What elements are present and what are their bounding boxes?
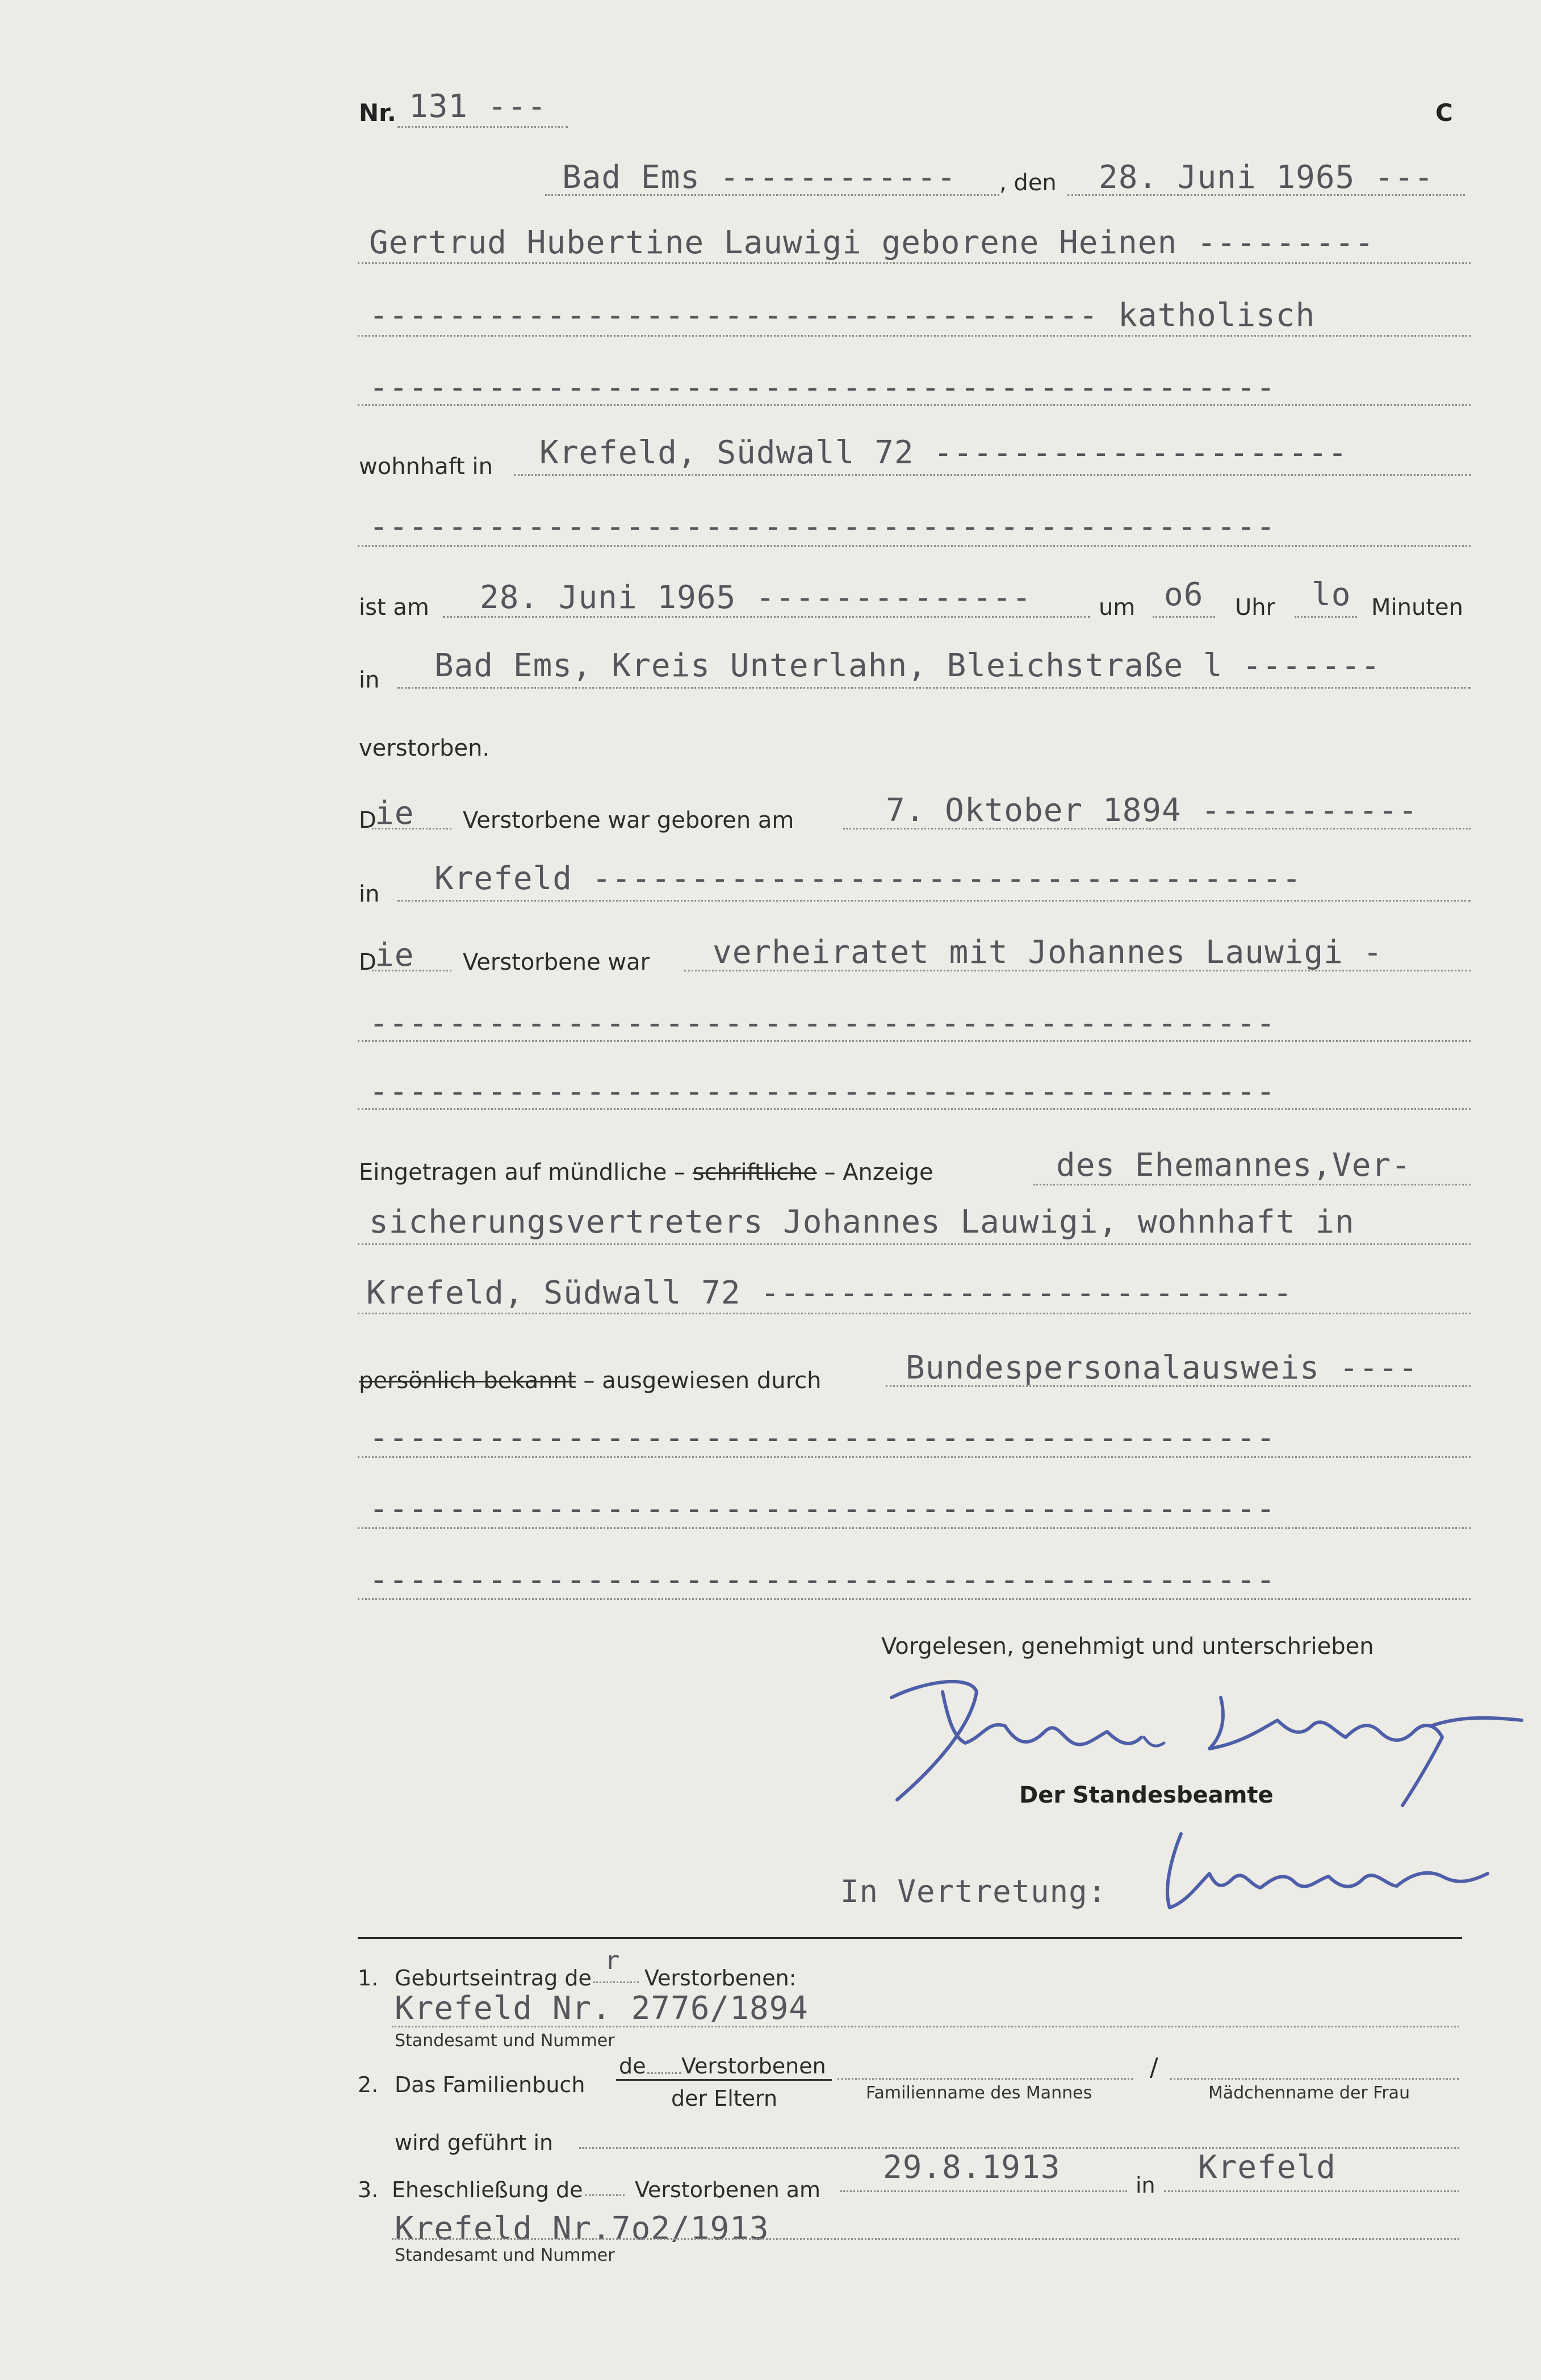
geburt-value: Krefeld Nr. 2776/1894 (395, 1990, 809, 2027)
dotted-line (886, 1385, 1471, 1387)
dotted-line (593, 1981, 639, 1983)
marital-d-prefix: D (359, 949, 376, 975)
dotted-line (358, 404, 1471, 406)
death-place: Bad Ems, Kreis Unterlahn, Bleichstraße l ------- (434, 647, 1381, 684)
deceased-name: Gertrud Hubertine Lauwigi geborene Heinen --------- (369, 224, 1375, 261)
deceased-line2: ------------------------------------- katholisch (369, 297, 1316, 334)
minuten-label: Minuten (1371, 594, 1463, 621)
dotted-line (545, 194, 999, 196)
report-text2: sicherungsvertreters Johannes Lauwigi, wohnhaft in (369, 1204, 1355, 1241)
ehe-in-label: in (1136, 2173, 1155, 2198)
ehe-place: Krefeld (1198, 2149, 1337, 2186)
dotted-line (684, 970, 1471, 971)
uhr-label: Uhr (1235, 594, 1276, 621)
dotted-line (358, 335, 1471, 337)
ehe-label2: Verstorbenen am (635, 2177, 821, 2202)
registry-date: 28. Juni 1965 --- (1099, 159, 1434, 196)
dotted-line (443, 616, 1090, 618)
dotted-line (1067, 194, 1465, 196)
dotted-line (358, 545, 1471, 547)
dotted-line (838, 2078, 1133, 2080)
report-label (359, 1161, 933, 1184)
um-label: um (1099, 594, 1136, 621)
dotted-line (1033, 1184, 1471, 1185)
birth-date: 7. Oktober 1894 ----------- (886, 792, 1418, 829)
wohnhaft-label: wohnhaft in (359, 454, 493, 480)
dotted-line (514, 474, 1471, 476)
vertretung-label: In Vertretung: (840, 1874, 1107, 1909)
marital-label: Verstorbene war (463, 949, 650, 975)
death-in-label: in (359, 667, 380, 693)
marital-article: ie (375, 937, 414, 974)
dotted-line (372, 970, 451, 971)
birth-d-prefix: D (359, 807, 376, 833)
nr-dotted-line (397, 126, 568, 128)
fraction-line (616, 2079, 832, 2081)
birth-article: ie (375, 795, 414, 832)
report-text1: des Ehemannes,Ver- (1056, 1147, 1411, 1184)
dotted-line (397, 900, 1471, 902)
birth-in-label: in (359, 881, 380, 907)
gefuehrt-label: wird geführt in (395, 2130, 554, 2155)
deceased-line3: ---------------------------------------------- (369, 369, 1276, 406)
ist-am-label: ist am (359, 594, 429, 621)
nr-label: Nr. (359, 99, 396, 127)
standesamt-label: Standesamt und Nummer (395, 2031, 615, 2051)
corner-letter: C (1435, 99, 1453, 127)
dotted-line (358, 1040, 1471, 1042)
dotted-line (358, 1456, 1471, 1458)
id-document: Bundespersonalausweis ---- (906, 1350, 1418, 1386)
deceased-address: Krefeld, Südwall 72 --------------------- (539, 434, 1348, 471)
frac-top-label: Verstorbenen (681, 2054, 826, 2079)
geburt-label2: Verstorbenen: (644, 1966, 797, 1991)
dotted-line (1295, 616, 1357, 618)
dotted-line (585, 2194, 625, 2196)
dotted-line (647, 2072, 681, 2074)
marital-line3: ---------------------------------------------- (369, 1073, 1276, 1110)
report-text3: Krefeld, Südwall 72 --------------------------- (366, 1275, 1293, 1311)
registry-place: Bad Ems ------------ (562, 159, 957, 196)
familienbuch-label: Das Familienbuch (395, 2072, 585, 2097)
death-date: 28. Juni 1965 -------------- (480, 579, 1032, 616)
footer-n3: 3. (358, 2177, 379, 2202)
birth-label: Verstorbene war geboren am (463, 807, 794, 833)
dotted-line (358, 1598, 1471, 1600)
footer-n2: 2. (358, 2072, 379, 2097)
report-dash1: ---------------------------------------------- (369, 1419, 1276, 1456)
marital-line2: ---------------------------------------------- (369, 1005, 1276, 1042)
ehe-date: 29.8.1913 (883, 2149, 1061, 2186)
dotted-line (1170, 2078, 1459, 2080)
footer-n1: 1. (358, 1966, 379, 1991)
dotted-line (358, 1108, 1471, 1110)
ehe-label: Eheschließung de (392, 2177, 583, 2202)
death-minute: lo (1312, 576, 1351, 613)
report-dash2: ---------------------------------------------- (369, 1490, 1276, 1527)
report-label-b: – Anzeige (816, 1159, 933, 1185)
marital-status: verheiratet mit Johannes Lauwigi - (713, 934, 1383, 971)
verstorben-label: verstorben. (359, 735, 490, 761)
death-hour: o6 (1164, 576, 1204, 613)
mann-label: Familienname des Mannes (866, 2083, 1092, 2103)
standesbeamte-label: Der Standesbeamte (1019, 1782, 1274, 1808)
geburt-label: Geburtseintrag de (395, 1966, 592, 1991)
report-label-struck: schriftliche (692, 1159, 817, 1185)
dotted-line (1153, 616, 1215, 618)
dotted-line (372, 828, 451, 829)
dotted-line (392, 2238, 1459, 2240)
ehe-value: Krefeld Nr.7o2/1913 (395, 2210, 769, 2247)
frac-bottom-label: der Eltern (671, 2086, 778, 2111)
dotted-line (392, 2026, 1459, 2027)
name-slash: / (1150, 2053, 1158, 2082)
dotted-line (840, 2190, 1127, 2192)
footer-divider (358, 1937, 1462, 1939)
dotted-line (358, 1313, 1471, 1314)
deceased-address-line2: ---------------------------------------------- (369, 508, 1276, 545)
dotted-line (397, 687, 1471, 689)
id-label-text: – ausgewiesen durch (576, 1368, 822, 1394)
standesamt-label2: Standesamt und Nummer (395, 2245, 615, 2265)
report-dash3: ---------------------------------------------- (369, 1561, 1276, 1598)
id-label-struck: persönlich bekannt (359, 1368, 576, 1394)
dotted-line (358, 1243, 1471, 1245)
birth-place: Krefeld ------------------------------------ (434, 860, 1302, 897)
dotted-line (358, 1527, 1471, 1529)
nr-value: 131 --- (409, 88, 547, 125)
report-label-a: Eingetragen auf mündliche – (359, 1159, 693, 1185)
id-label (359, 1369, 822, 1392)
registrar-signature (1147, 1822, 1510, 1919)
vorgelesen-text: Vorgelesen, genehmigt und unterschrieben (881, 1633, 1374, 1660)
geburt-article: r (605, 1946, 621, 1975)
dotted-line (843, 828, 1471, 829)
dotted-line (1164, 2190, 1459, 2192)
dotted-line (358, 262, 1471, 264)
den-label: , den (999, 170, 1057, 196)
frac-top-article: de (619, 2054, 646, 2079)
frau-label: Mädchenname der Frau (1208, 2083, 1410, 2103)
